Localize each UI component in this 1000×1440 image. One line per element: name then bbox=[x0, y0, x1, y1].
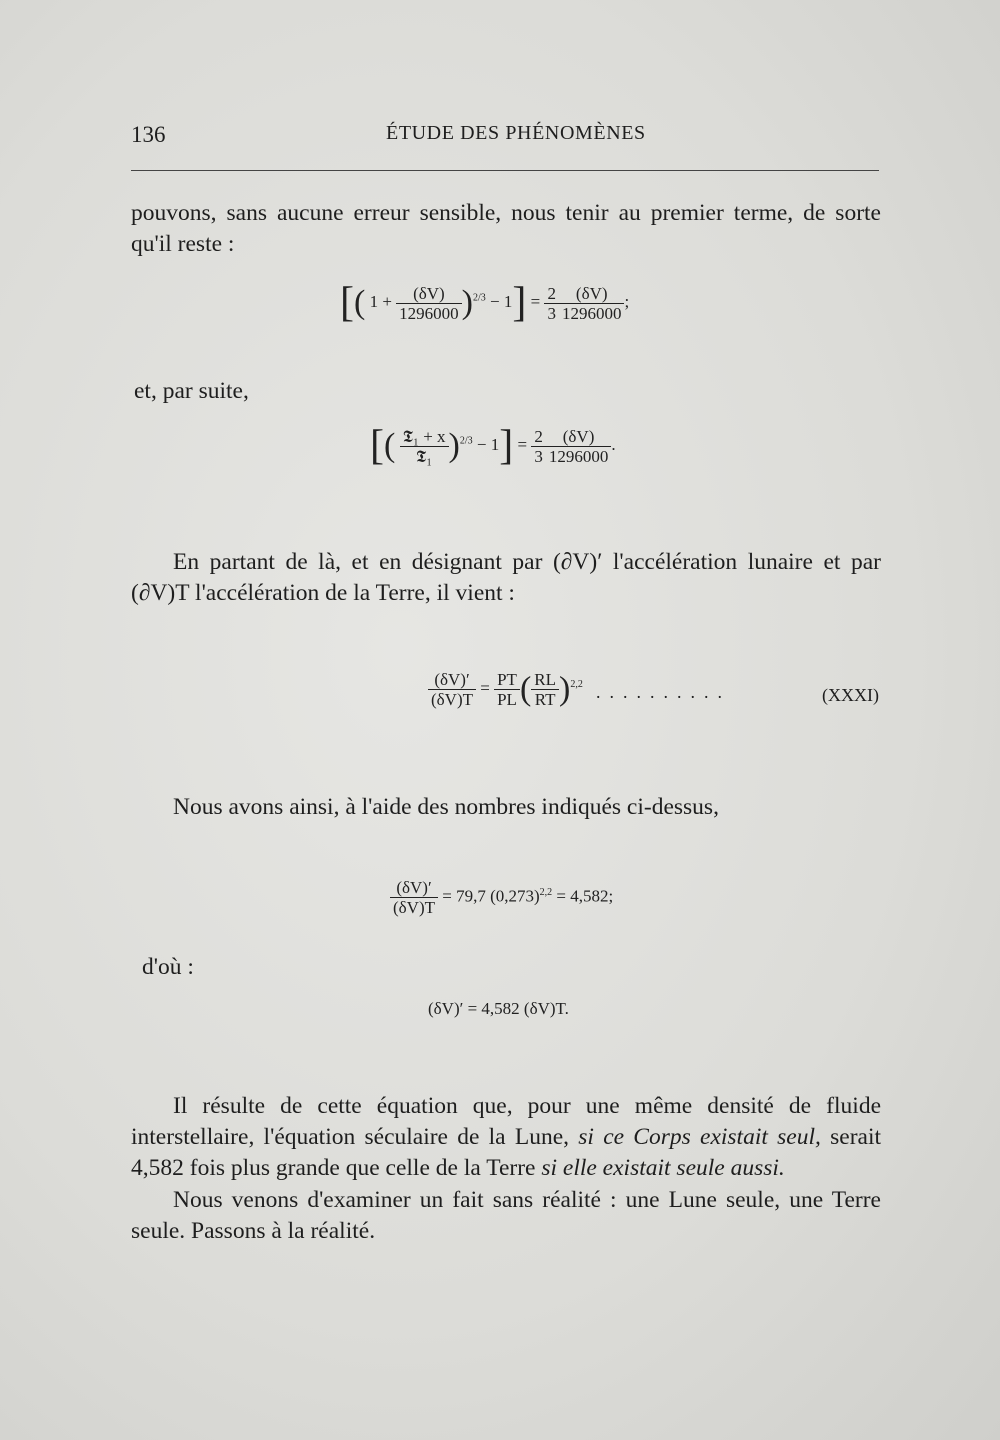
paragraph-nous-avons: Nous avons ainsi, à l'aide des nombres indiqués ci-dessus, bbox=[173, 794, 719, 820]
eq1-minus: − 1 bbox=[490, 291, 513, 311]
eq2-coef: $\frac{2}{3}$ bbox=[531, 427, 546, 466]
eq3-mass-ratio: $\frac{PT}{PL}$ bbox=[494, 670, 520, 709]
equation-3: $\frac{(\delta V)'}{(\delta V)T}$ = $\frac{PT}{PL}$ ( $\frac{RL}{RT}$ )$^{2,2}$ bbox=[428, 670, 583, 709]
eq2-rhs: $\frac{(\delta V)}{1296000}$ bbox=[546, 427, 612, 466]
equation-1: [( 1 + $\frac{(\delta V)}{1296000}$ )$^{2/3}$ − 1] = $\frac{2}{3}$ $\frac{(\delta V)}{1296000}$ ; bbox=[340, 280, 630, 326]
eq2-minus: − 1 bbox=[476, 434, 500, 454]
paragraph-et-par-suite: et, par suite, bbox=[134, 378, 249, 404]
paragraph-nous-venons: Nous venons d'examiner un fait sans réalité : une Lune seule, une Terre seule. Passons à la réalité. bbox=[131, 1187, 881, 1244]
equation-number: (XXXI) bbox=[822, 685, 879, 705]
eq4-exponent: 2,2 bbox=[539, 886, 553, 898]
page-number: 136 bbox=[131, 122, 166, 147]
eq1-plus: + bbox=[382, 291, 392, 311]
eq2-equals: = bbox=[517, 434, 528, 454]
eq4-lhs: $\frac{(\delta V)'}{(\delta V)T}$ bbox=[390, 878, 438, 917]
eq3-radius-ratio: $\frac{RL}{RT}$ bbox=[531, 670, 559, 709]
eq1-one: 1 bbox=[369, 291, 379, 311]
eq1-rhs: $\frac{(\delta V)}{1296000}$ bbox=[559, 284, 625, 323]
equation-2: [( $\frac{\text{𝕿₁ + x}}{\text{𝕿₁}}$ )$^{2/3}$ − 1] = $\frac{2}{3}$ $\frac{(\delta V)}{1296000}$ . bbox=[370, 423, 616, 469]
paragraph-dou: d'où : bbox=[142, 954, 194, 980]
running-title: ÉTUDE DES PHÉNOMÈNES bbox=[386, 122, 646, 144]
eq4-rhs: = 79,7 (0,273) bbox=[442, 886, 540, 906]
equation-4 bbox=[390, 878, 613, 917]
eq1-coef: $\frac{2}{3}$ bbox=[544, 284, 559, 323]
eq1-exponent: 2/3 bbox=[473, 292, 486, 304]
eq4-result: = 4,582; bbox=[556, 886, 614, 906]
paragraph-en-partant: En partant de là, et en désignant par (∂V)′ l'accélération lunaire et par (∂V)T l'accélération de la Terre, il vient : bbox=[131, 549, 881, 606]
header-rule bbox=[131, 170, 879, 171]
leader-dots: .......... bbox=[596, 682, 731, 702]
eq3-equals: = bbox=[480, 678, 490, 698]
eq1-equals: = bbox=[530, 291, 541, 311]
eq2-exponent: 2/3 bbox=[459, 435, 473, 447]
equation-5: (δV)′ = 4,582 (δV)T. bbox=[428, 999, 569, 1018]
eq3-exponent: 2,2 bbox=[570, 678, 583, 690]
eq2-fraction: $\frac{\text{𝕿₁ + x}}{\text{𝕿₁}}$ bbox=[400, 427, 449, 466]
paragraph-il-resulte: Il résulte de cette équation que, pour une même densité de fluide interstellaire, l'équation séculaire de la Lune, si ce Corps existait seul, serait 4,582 fois plus grande que celle de la Terre si elle existait seule aussi. bbox=[131, 1093, 882, 1181]
eq3-lhs: $\frac{(\delta V)'}{(\delta V)T}$ bbox=[428, 670, 476, 709]
eq1-fraction: $\frac{(\delta V)}{1296000}$ bbox=[396, 284, 462, 323]
paragraph-continuation: pouvons, sans aucune erreur sensible, nous tenir au premier terme, de sorte qu'il reste : bbox=[131, 200, 881, 257]
